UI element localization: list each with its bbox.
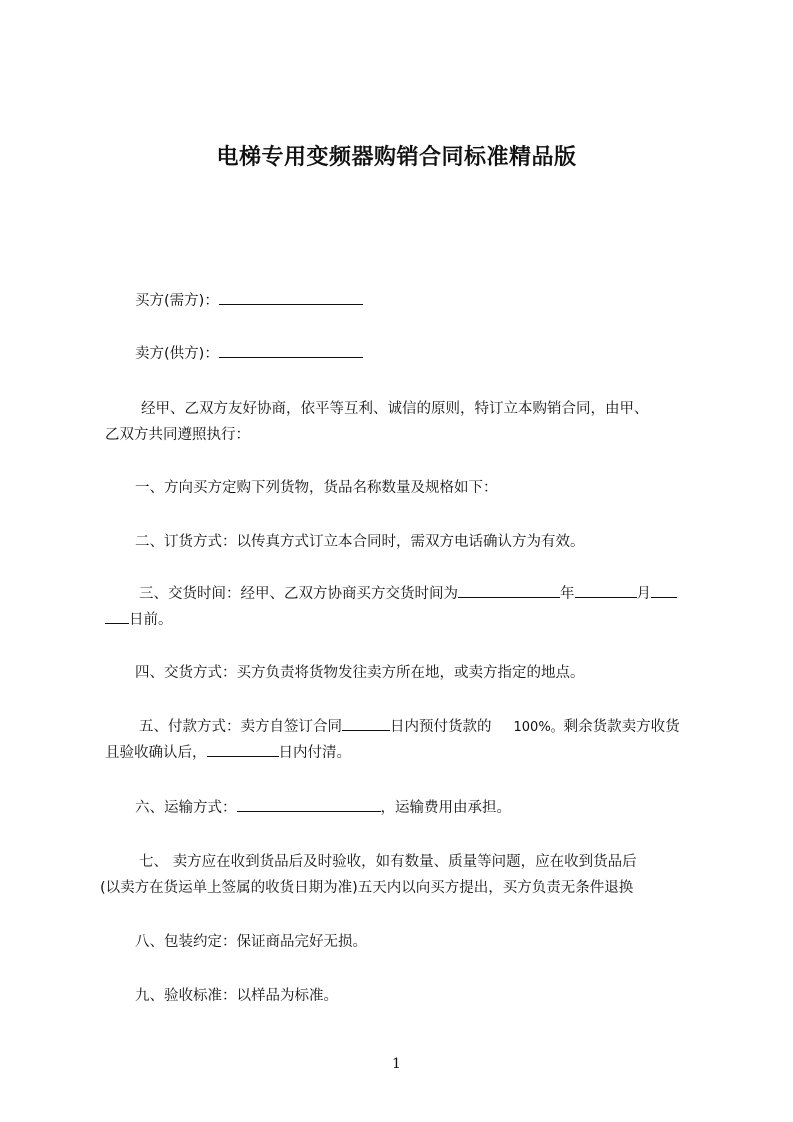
intro-line-1: 经甲、乙双方友好协商，依平等互利、诚信的原则，特订立本购销合同，由甲、 (141, 401, 649, 417)
clause-1: 一、方向买方定购下列货物，货品名称数量及规格如下： (135, 480, 498, 496)
seller-label: 卖方(供方)： (135, 346, 219, 362)
intro-line-2: 乙双方共同遵照执行： (105, 427, 250, 443)
buyer-blank (219, 289, 363, 305)
delivery-year-blank (458, 582, 560, 598)
clause-3-line-1 (139, 581, 739, 607)
buyer-label: 买方(需方)： (135, 293, 219, 309)
clause-3-month: 月 (636, 586, 651, 602)
page-number: 1 (392, 1056, 401, 1072)
clause-6 (135, 795, 735, 821)
final-pay-days-blank (207, 741, 279, 757)
prepay-days-blank (342, 715, 390, 731)
clause-5-line-1 (139, 714, 739, 741)
clause-7-line-2: (以卖方在货运单上签属的收货日期为准)五天内以向买方提出，买方负责无条件退换 (100, 880, 634, 896)
clause-5-line-2-suffix: 日内付清。 (278, 745, 351, 761)
clause-3-suffix: 日前。 (129, 612, 173, 628)
clause-8: 八、包装约定：保证商品完好无损。 (135, 934, 367, 950)
delivery-day-blank-1 (651, 582, 677, 598)
clause-2: 二、订货方式：以传真方式订立本合同时，需双方电话确认方为有效。 (135, 534, 585, 550)
clause-5-percent: 100%。 (513, 720, 564, 735)
document-title: 电梯专用变频器购销合同标准精品版 (216, 145, 577, 170)
transport-method-blank (237, 796, 381, 812)
clause-3-year: 年 (560, 586, 575, 602)
clause-6-suffix: ，运输费用由承担。 (380, 800, 511, 816)
clause-5-mid: 日内预付货款的 (390, 719, 492, 735)
clause-5-tail: 剩余货款卖方收货 (563, 719, 680, 735)
delivery-day-blank-2 (105, 608, 129, 624)
clause-5-line-2 (105, 740, 705, 766)
clause-6-prefix: 六、运输方式： (135, 800, 237, 816)
clause-5-prefix: 五、付款方式：卖方自签订合同 (139, 719, 342, 735)
clause-5-line-2-prefix: 且验收确认后， (105, 745, 207, 761)
clause-7-line-1: 七、 卖方应在收到货品后及时验收，如有数量、质量等问题，应在收到货品后 (139, 854, 637, 870)
clause-9: 九、验收标准：以样品为标准。 (135, 988, 338, 1004)
clause-3-prefix: 三、交货时间：经甲、乙双方协商买方交货时间为 (139, 586, 458, 602)
clause-4: 四、交货方式：买方负责将货物发往卖方所在地，或卖方指定的地点。 (135, 665, 585, 681)
seller-blank (219, 342, 363, 358)
delivery-month-blank (575, 582, 637, 598)
clause-3-line-2 (105, 607, 705, 633)
buyer-line (135, 288, 735, 314)
seller-line (135, 341, 735, 367)
